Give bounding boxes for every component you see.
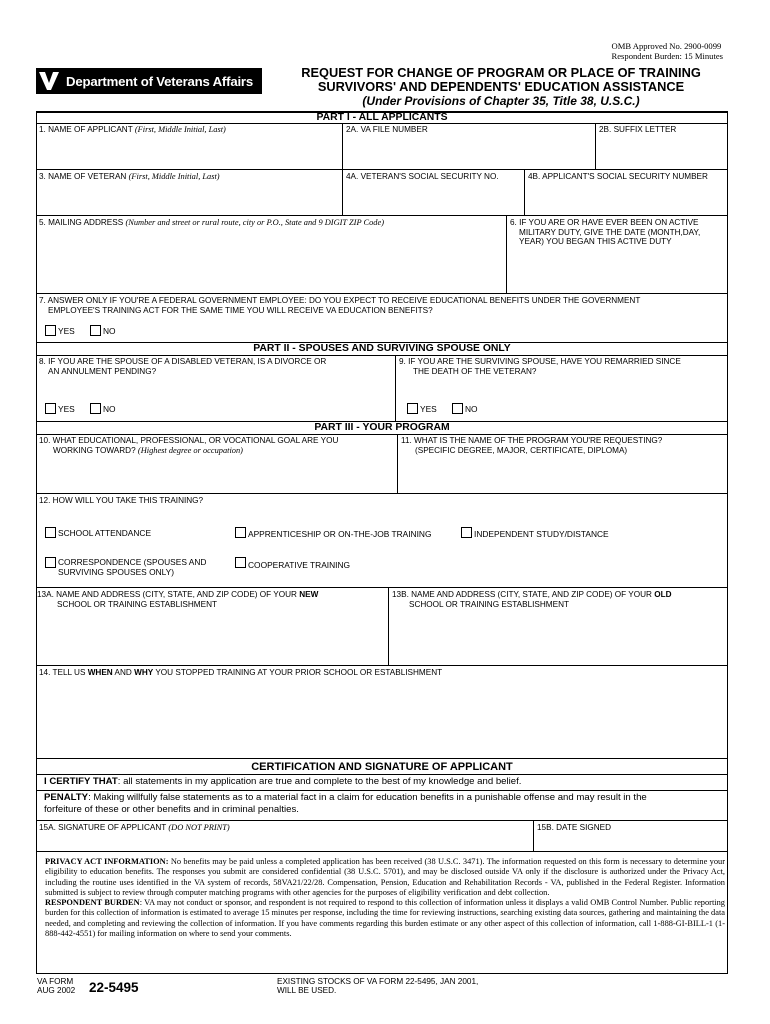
field-7-no-label: NO (103, 326, 116, 336)
field-7-yes-label: YES (58, 326, 75, 336)
field-8-yes-label: YES (58, 404, 75, 414)
field-9-yes-checkbox[interactable] (407, 403, 418, 414)
footer-form-number: 22-5495 (89, 980, 139, 995)
field-6-label: 6. IF YOU ARE OR HAVE EVER BEEN ON ACTIVE MILITARY DUTY, GIVE THE DATE (MONTH,DAY, YEAR) YOU BEGAN THIS ACTIVE DUTY (510, 218, 701, 247)
field-8-yes-checkbox[interactable] (45, 403, 56, 414)
field-2b-label: 2B. SUFFIX LETTER (599, 125, 677, 134)
field-7-label: 7. ANSWER ONLY IF YOU'RE A FEDERAL GOVERNMENT EMPLOYEE: DO YOU EXPECT TO RECEIVE EDUCATIONAL BENEFITS UNDER THE GOVERNMENT EMPLOYEE'S TRAINING ACT FOR THE SAME TIME YOU WILL RECEIVE VA EDUCATION BENEFITS? (39, 296, 641, 315)
title-line-1: REQUEST FOR CHANGE OF PROGRAM OR PLACE OF TRAINING (301, 65, 701, 80)
field-2a-label: 2A. VA FILE NUMBER (346, 125, 428, 134)
va-logo (36, 68, 262, 94)
field-9-label: 9. IF YOU ARE THE SURVIVING SPOUSE, HAVE YOU REMARRIED SINCE THE DEATH OF THE VETERAN? (399, 357, 681, 376)
part2-header: PART II - SPOUSES AND SURVIVING SPOUSE ONLY (253, 343, 511, 354)
form-title (262, 66, 740, 108)
omb-approval: OMB Approved No. 2900-0099 (611, 41, 722, 51)
apprenticeship-checkbox[interactable] (235, 527, 246, 538)
field-15a-label: 15A. SIGNATURE OF APPLICANT (DO NOT PRINT) (39, 823, 230, 832)
cooperative-training-label: COOPERATIVE TRAINING (248, 560, 351, 570)
field-13b-label: 13B. NAME AND ADDRESS (CITY, STATE, AND ZIP CODE) OF YOUR OLD SCHOOL OR TRAINING ESTABLISHMENT (392, 590, 672, 609)
omb-burden: Respondent Burden: 15 Minutes (611, 51, 723, 61)
omb-block (612, 41, 723, 61)
field-3-label: 3. NAME OF VETERAN (First, Middle Initial, Last) (39, 172, 220, 181)
apprenticeship-label: APPRENTICESHIP OR ON-THE-JOB TRAINING (248, 529, 432, 539)
field-10-label: 10. WHAT EDUCATIONAL, PROFESSIONAL, OR VOCATIONAL GOAL ARE YOU WORKING TOWARD? (Highest degree or occupation) (39, 436, 339, 455)
penalty-statement: PENALTY: Making willfully false statements as to a material fact in a claim for education benefits in a punishable offense and may result in the forfeiture of these or other benefits and in criminal penalties. (44, 792, 647, 815)
school-attendance-label: SCHOOL ATTENDANCE (58, 528, 152, 538)
field-12-label: 12. HOW WILL YOU TAKE THIS TRAINING? (39, 496, 204, 505)
footer-stock-note: EXISTING STOCKS OF VA FORM 22-5495, JAN 2001, WILL BE USED. (277, 977, 479, 995)
field-8-no-checkbox[interactable] (90, 403, 101, 414)
field-7-yes-checkbox[interactable] (45, 325, 56, 336)
privacy-act-text: PRIVACY ACT INFORMATION: No benefits may be paid unless a completed application has been received (38 U.S.C. 3471). The information requested on this form is necessary to determine your eligibility to education benefits. The responses you submit are considered confidential (38 U.S.C. 5701), and may be disclosed outside VA only if the disclosure is authorized under the Privacy Act, including the routine uses identified in the VA system of records, 58VA21/22/28. Compensation, Pension, Education and Rehabilitation Records - VA, published in the Federal Register. Information submitted is subject to review through computer matching programs with other agencies for the purposes of eligibility verification and debt collection. RESPONDENT BURDEN: VA may not conduct or sponsor, and respondent is not required to respond to this collection of information unless it displays a valid OMB Control Number. Public reporting burden for this collection of information is estimated to average 15 minutes per response, including the time for reviewing instructions, searching existing data sources, gathering and maintaining the data needed, and completing and reviewing the collection of information. If you have comments regarding this burden estimate or any other aspect of this collection of information, call 1-888-GI-BILL-1 (1-888-442-4551) for mailing information on where to send your comments. (45, 857, 725, 939)
field-13a-label: 13A. NAME AND ADDRESS (CITY, STATE, AND ZIP CODE) OF YOUR NEW SCHOOL OR TRAINING ESTABLISHMENT (37, 590, 319, 609)
field-9-no-label: NO (465, 404, 478, 414)
certification-header: CERTIFICATION AND SIGNATURE OF APPLICANT (251, 761, 513, 773)
field-14-label: 14. TELL US WHEN AND WHY YOU STOPPED TRAINING AT YOUR PRIOR SCHOOL OR ESTABLISHMENT (39, 668, 443, 677)
field-8-label: 8. IF YOU ARE THE SPOUSE OF A DISABLED VETERAN, IS A DIVORCE OR AN ANNULMENT PENDING? (39, 357, 327, 376)
field-5-label: 5. MAILING ADDRESS (Number and street or rural route, city or P.O., State and 9 DIGIT ZIP Code) (39, 218, 384, 227)
footer-form-id: VA FORM AUG 2002 (37, 977, 76, 995)
independent-study-label: INDEPENDENT STUDY/DISTANCE (474, 529, 609, 539)
field-9-no-checkbox[interactable] (452, 403, 463, 414)
independent-study-checkbox[interactable] (461, 527, 472, 538)
cooperative-training-checkbox[interactable] (235, 557, 246, 568)
correspondence-checkbox[interactable] (45, 557, 56, 568)
title-line-3: (Under Provisions of Chapter 35, Title 38, U.S.C.) (362, 94, 640, 108)
agency-name: Department of Veterans Affairs (66, 73, 253, 89)
field-11-label: 11. WHAT IS THE NAME OF THE PROGRAM YOU'RE REQUESTING? (SPECIFIC DEGREE, MAJOR, CERTIFICATE, DIPLOMA) (401, 436, 663, 455)
part1-header: PART I - ALL APPLICANTS (316, 112, 448, 123)
correspondence-label: CORRESPONDENCE (SPOUSES AND SURVIVING SPOUSES ONLY) (58, 557, 207, 577)
field-7-no-checkbox[interactable] (90, 325, 101, 336)
field-8-no-label: NO (103, 404, 116, 414)
field-1-label: 1. NAME OF APPLICANT (First, Middle Initial, Last) (39, 125, 226, 134)
school-attendance-checkbox[interactable] (45, 527, 56, 538)
field-15b-label: 15B. DATE SIGNED (537, 823, 612, 832)
title-line-2: SURVIVORS' AND DEPENDENTS' EDUCATION ASSISTANCE (317, 79, 685, 94)
certify-statement: I CERTIFY THAT: all statements in my application are true and complete to the best of my knowledge and belief. (44, 776, 522, 787)
form-grid (36, 111, 728, 969)
field-4b-label: 4B. APPLICANT'S SOCIAL SECURITY NUMBER (528, 172, 708, 181)
field-9-yes-label: YES (420, 404, 437, 414)
va-seal-icon (36, 68, 62, 94)
field-4a-label: 4A. VETERAN'S SOCIAL SECURITY NO. (346, 172, 499, 181)
part3-header: PART III - YOUR PROGRAM (314, 422, 450, 433)
